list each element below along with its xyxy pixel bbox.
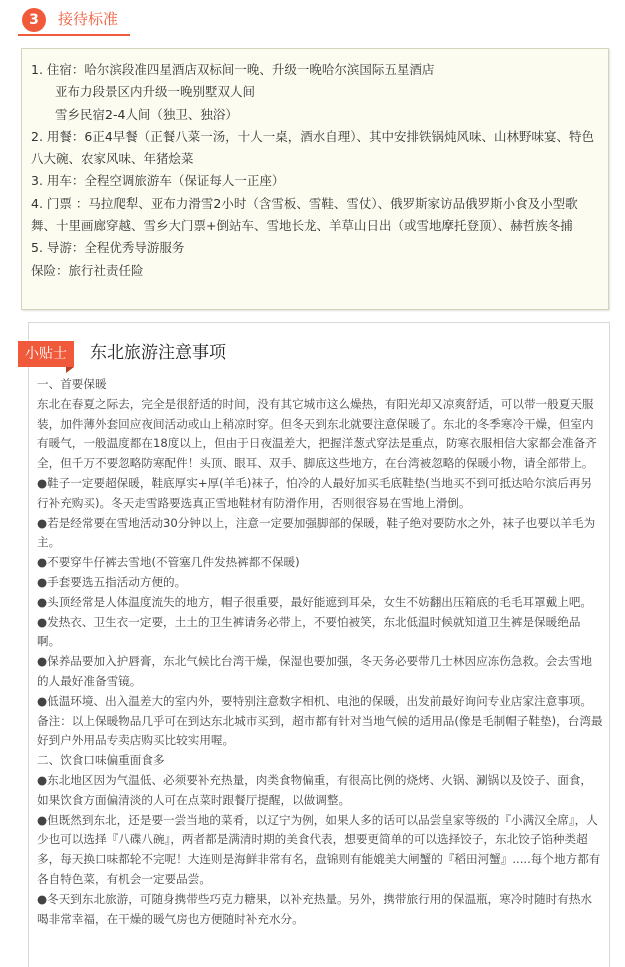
tips-paragraph: ●鞋子一定要超保暖，鞋底厚实+厚(羊毛)袜子，怕冷的人最好加买毛底鞋垫(当地买不到可抵达哈尔滨后再另行补充购买)。冬天走雪路要选真正雪地鞋材有防滑作用，否则很容易在雪地上滑倒。 bbox=[37, 475, 593, 510]
tips-heading-food: 二、饮食口味偏重面食多 bbox=[37, 753, 165, 768]
tips-paragraph: 备注：以上保暖物品几乎可在到达东北城市买到，超市都有针对当地气候的适用品(像是毛制帽子鞋垫)，台湾最好到户外用品专卖店购买比较实用喔。 bbox=[37, 713, 603, 748]
tips-paragraph: ●低温环境、出入温差大的室内外，要特别注意数字相机、电池的保暖，出发前最好询问专业店家注意事项。 bbox=[37, 693, 593, 708]
tips-paragraph: ●冬天到东北旅游，可随身携带些巧克力糖果，以补充热量。另外，携带旅行用的保温瓶，寒冷时随时有热水喝非常幸福，在干燥的暖气房也方便随时补充水分。 bbox=[37, 891, 593, 926]
standard-line-yabuli-hotel: 亚布力段景区内升级一晚别墅双人间 bbox=[55, 84, 256, 100]
tips-tag-tail bbox=[66, 367, 74, 373]
section-underline bbox=[18, 34, 130, 36]
standard-line-insurance: 保险：旅行社责任险 bbox=[31, 262, 144, 278]
section-number-badge: 3 bbox=[22, 8, 46, 32]
section-header bbox=[18, 6, 130, 36]
tips-paragraph: ●保养品要加入护唇膏，东北气候比台湾干燥，保湿也要加强，冬天务必要带几士林因应冻伤急救。会去雪地的人最好准备雪镜。 bbox=[37, 654, 593, 688]
tips-paragraph: ●东北地区因为气温低、必须要补充热量，肉类食物偏重，有很高比例的烧烤、火锅、涮锅以及饺子、面食，如果饮食方面偏清淡的人可在点菜时跟餐厅提醒，以做调整。 bbox=[37, 772, 593, 807]
tips-paragraph: ●不要穿牛仔裤去雪地(不管塞几件发热裤都不保暖) bbox=[37, 555, 300, 570]
standard-line-meals: 2. 用餐：6正4早餐（正餐八菜一汤，十人一桌，酒水自理）、其中安排铁锅炖风味、山林野味宴、特色八大碗、农家风味、年猪烩菜 bbox=[31, 128, 595, 167]
tips-title: 东北旅游注意事项 bbox=[90, 343, 226, 363]
standard-line-guide: 5. 导游：全程优秀导游服务 bbox=[31, 240, 185, 256]
standard-line-snow-town-hotel: 雪乡民宿2-4人间（独卫、独浴） bbox=[55, 106, 238, 122]
tips-heading-warmth: 一、首要保暖 bbox=[37, 377, 107, 391]
tips-paragraph: ●手套要选五指活动方便的。 bbox=[37, 574, 187, 589]
standard-line-tickets: 4. 门票 ：马拉爬犁、亚布力滑雪2小时（含雪板、雪鞋、雪仗）、俄罗斯家访品俄罗斯小食及小型歌舞、十里画廊穿越、雪乡大门票+倒站车、雪地长龙、羊草山日出（或雪地摩托登顶）、赫哲族冬捕 bbox=[31, 195, 578, 234]
standard-line-accommodation: 1. 住宿：哈尔滨段准四星酒店双标间一晚、升级一晚哈尔滨国际五星酒店 bbox=[31, 62, 435, 77]
tips-paragraph: 东北在春夏之际去，完全是很舒适的时间，没有其它城市这么燥热，有阳光却又凉爽舒适，可以带一般夏天服装，加件薄外套回应夜间活动或山上稍凉时穿。但冬天到东北就要注意保暖了。东北的冬季寒冷干燥，但室内有暖气，一般温度都在18度以上，但由于日夜温差大，把握洋葱式穿法是重点，防寒衣服相信大家都会准备齐全，但千万不要忽略防寒配件！头顶、眼耳、双手、脚底这些地方，在台湾被忽略的保暖小物，请全部带上。 bbox=[37, 396, 597, 471]
tips-paragraph: ●发热衣、卫生衣一定要，土土的卫生裤请务必带上，不要怕被笑，东北低温时候就知道卫生裤是保暖绝品啊。 bbox=[37, 614, 581, 649]
tips-paragraph: ●头顶经常是人体温度流失的地方，帽子很重要，最好能遮到耳朵，女生不妨翻出压箱底的毛毛耳罩戴上吧。 bbox=[37, 594, 593, 609]
tips-tag: 小贴士 bbox=[18, 341, 74, 367]
standard-line-transport: 3. 用车：全程空调旅游车（保证每人一正座） bbox=[31, 173, 285, 189]
reception-standards-box bbox=[21, 48, 609, 310]
section-title: 接待标准 bbox=[58, 10, 119, 28]
tips-paragraph: ●若是经常要在雪地活动30分钟以上，注意一定要加强脚部的保暖，鞋子绝对要防水之外，袜子也要以羊毛为主。 bbox=[37, 515, 596, 550]
tips-body bbox=[37, 375, 603, 929]
tips-paragraph: ●但既然到东北，还是要一尝当地的菜肴，以辽宁为例，如果人多的话可以品尝皇家等级的『小满汉全席』，人少也可以选择『八碟八碗』，两者都是满清时期的美食代表，想要更简单的可以选择饺子，东北饺子馅种类超多，每天换口味都轮不完呢！大连则是海鲜非常有名，盘锦则有能媲美大闸蟹的『稻田河蟹』.....每个地方都有各自特色菜，有机会一定要品尝。 bbox=[37, 812, 601, 886]
